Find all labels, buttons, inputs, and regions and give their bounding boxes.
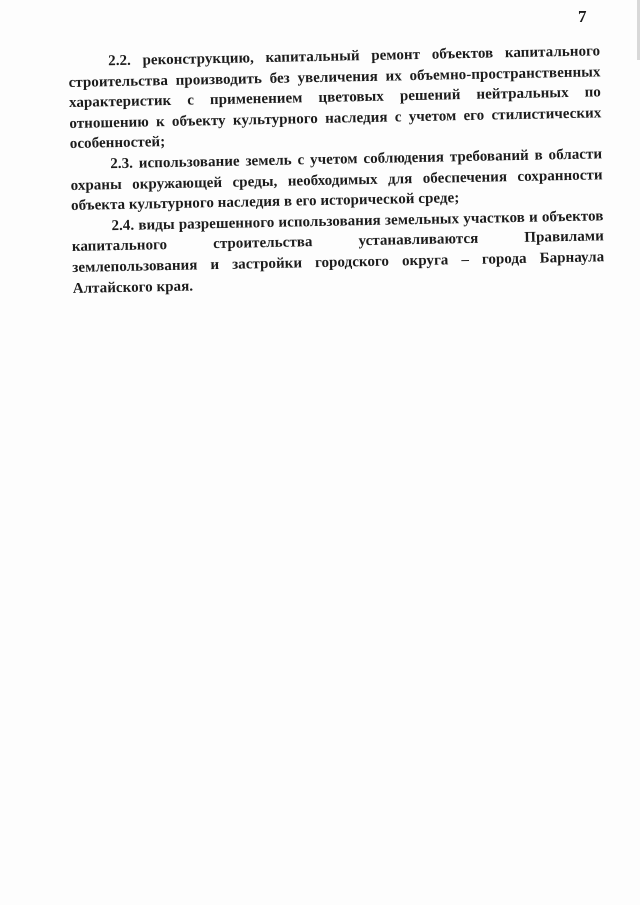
- document-body: [68, 41, 605, 299]
- paragraph-2-2: 2.2. реконструкцию, капитальный ремонт объектов капитального строительства производить без увеличения их объемно-пространственных характеристик с применением цветовых решений нейтральных по отношению к объекту культурного наследия с учетом его стилистических особенностей;: [68, 43, 602, 153]
- paragraph-2-4: 2.4. виды разрешенного использования земельных участков и объектов капитального строительства устанавливаются Правилами землепользования и застройки городского округа – города Барнаула Алтайского края.: [71, 208, 605, 297]
- page-number: 7: [578, 7, 587, 26]
- paragraph-2-3: 2.3. использование земель с учетом соблюдения требований в области охраны окружающей среды, необходимых для обеспечения сохранности объекта культурного наследия в его исторической среде;: [70, 146, 603, 215]
